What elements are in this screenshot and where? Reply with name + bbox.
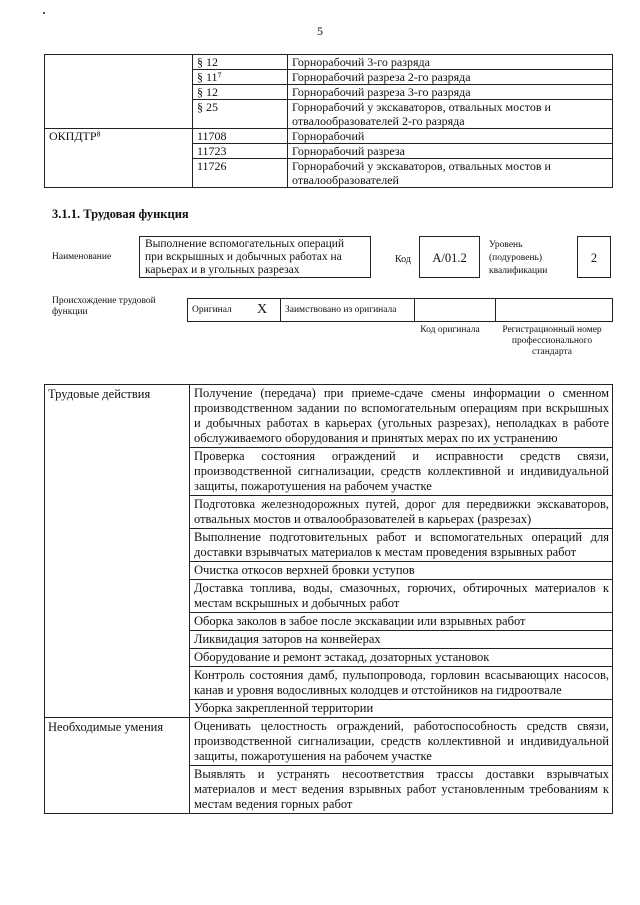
origin-code-caption: Код оригинала <box>420 325 480 335</box>
registration-number-caption: Регистрационный номер профессионального стандарта <box>502 325 602 357</box>
skill-item-row <box>45 718 613 766</box>
classifier-title: Горнорабочий <box>288 129 613 144</box>
scan-dot <box>43 12 45 14</box>
classifier-row <box>45 55 613 70</box>
borrowed-label: Заимствовано из оригинала <box>281 299 415 322</box>
labor-action-item: Подготовка железнодорожных путей, дорог для передвижки экскаваторов, отвальных мостов и отвалообразователей в карьерах (разрезах) <box>190 496 613 529</box>
labor-action-item: Оборудование и ремонт эстакад, дозаторных установок <box>190 649 613 667</box>
original-label: Оригинал <box>188 299 245 322</box>
qualification-level-label: Уровень (подуровень) квалификации <box>489 240 548 276</box>
classifier-code: § 12 <box>193 55 288 70</box>
labor-function-table-wrap <box>44 384 613 814</box>
classifier-name: ОКПДТР⁸ <box>45 129 193 188</box>
classifier-title: Горнорабочий разреза 2-го разряда <box>288 70 613 85</box>
labor-action-item: Уборка закрепленной территории <box>190 700 613 718</box>
code-label: Код <box>395 254 411 265</box>
labor-action-item: Контроль состояния дамб, пульпопровода, горловин всасывающих насосов, канав и уровня водосливных колодцев и отстойников на гидроотвале <box>190 667 613 700</box>
classifier-title: Горнорабочий разреза 3-го разряда <box>288 85 613 100</box>
labor-action-item: Проверка состояния ограждений и исправности средств связи, производственной сигнализации, средств коллективной и индивидуальной защиты, пожаротушения на рабочем участке <box>190 448 613 496</box>
labor-action-item: Оборка заколов в забое после экскавации или взрывных работ <box>190 613 613 631</box>
labor-action-item: Очистка откосов верхней бровки уступов <box>190 562 613 580</box>
classifier-code: 11726 <box>193 159 288 188</box>
labor-action-item: Выполнение подготовительных работ и вспомогательных операций для доставки взрывчатых материалов к местам проведения взрывных работ <box>190 529 613 562</box>
classifier-code: § 25 <box>193 100 288 129</box>
function-code-box: А/01.2 <box>419 236 480 278</box>
skill-item: Оценивать целостность ограждений, работоспособность средств связи, производственной сигнализации, средств коллективной и индивидуальной защиты, пожаротушения на рабочем участке <box>190 718 613 766</box>
registration-number-cell <box>496 299 613 322</box>
labor-action-item-row <box>45 385 613 448</box>
classifier-code: § 12 <box>193 85 288 100</box>
skills-label: Необходимые умения <box>45 718 190 814</box>
classifier-title: Горнорабочий 3-го разряда <box>288 55 613 70</box>
labor-actions-label: Трудовые действия <box>45 385 190 718</box>
labor-action-item: Ликвидация заторов на конвейерах <box>190 631 613 649</box>
labor-action-item: Получение (передача) при приеме-сдаче смены информации о сменном производственном задании по вспомогательным операциям при вскрышных и добычных работах в карьерах (угольных разрезах), неполадках в работе обслуживаемого оборудования и принятых мерах по их устранению <box>190 385 613 448</box>
labor-function-table <box>44 384 613 814</box>
page-number: 5 <box>317 24 323 38</box>
classifier-title: Горнорабочий разреза <box>288 144 613 159</box>
function-name-box: Выполнение вспомогательных операций при вскрышных и добычных работах на карьерах и в угольных разрезах <box>139 236 371 278</box>
classifier-row <box>45 129 613 144</box>
labor-action-item: Доставка топлива, воды, смазочных, горючих, обтирочных материалов к местам вскрышных и добычных работ <box>190 580 613 613</box>
origin-table <box>187 298 613 322</box>
classifier-code: 11708 <box>193 129 288 144</box>
classifier-code: § 11⁷ <box>193 70 288 85</box>
classifier-title: Горнорабочий у экскаваторов, отвальных мостов и отвалообразователей <box>288 159 613 188</box>
origin-code-cell <box>415 299 496 322</box>
skill-item: Выявлять и устранять несоответствия трассы доставки взрывчатых материалов и мест ведения взрывных работ установленным требованиям к местам ведения горных работ <box>190 766 613 814</box>
qualification-level-box: 2 <box>577 236 611 278</box>
section-title: 3.1.1. Трудовая функция <box>52 207 189 221</box>
name-label: Наименование <box>52 252 112 262</box>
classifier-name <box>45 55 193 129</box>
origin-label: Происхождение трудовой функции <box>52 296 156 317</box>
classifier-table <box>44 54 613 188</box>
classifier-title: Горнорабочий у экскаваторов, отвальных мостов и отвалообразователей 2-го разряда <box>288 100 613 129</box>
classifier-code: 11723 <box>193 144 288 159</box>
original-mark: X <box>244 299 281 322</box>
